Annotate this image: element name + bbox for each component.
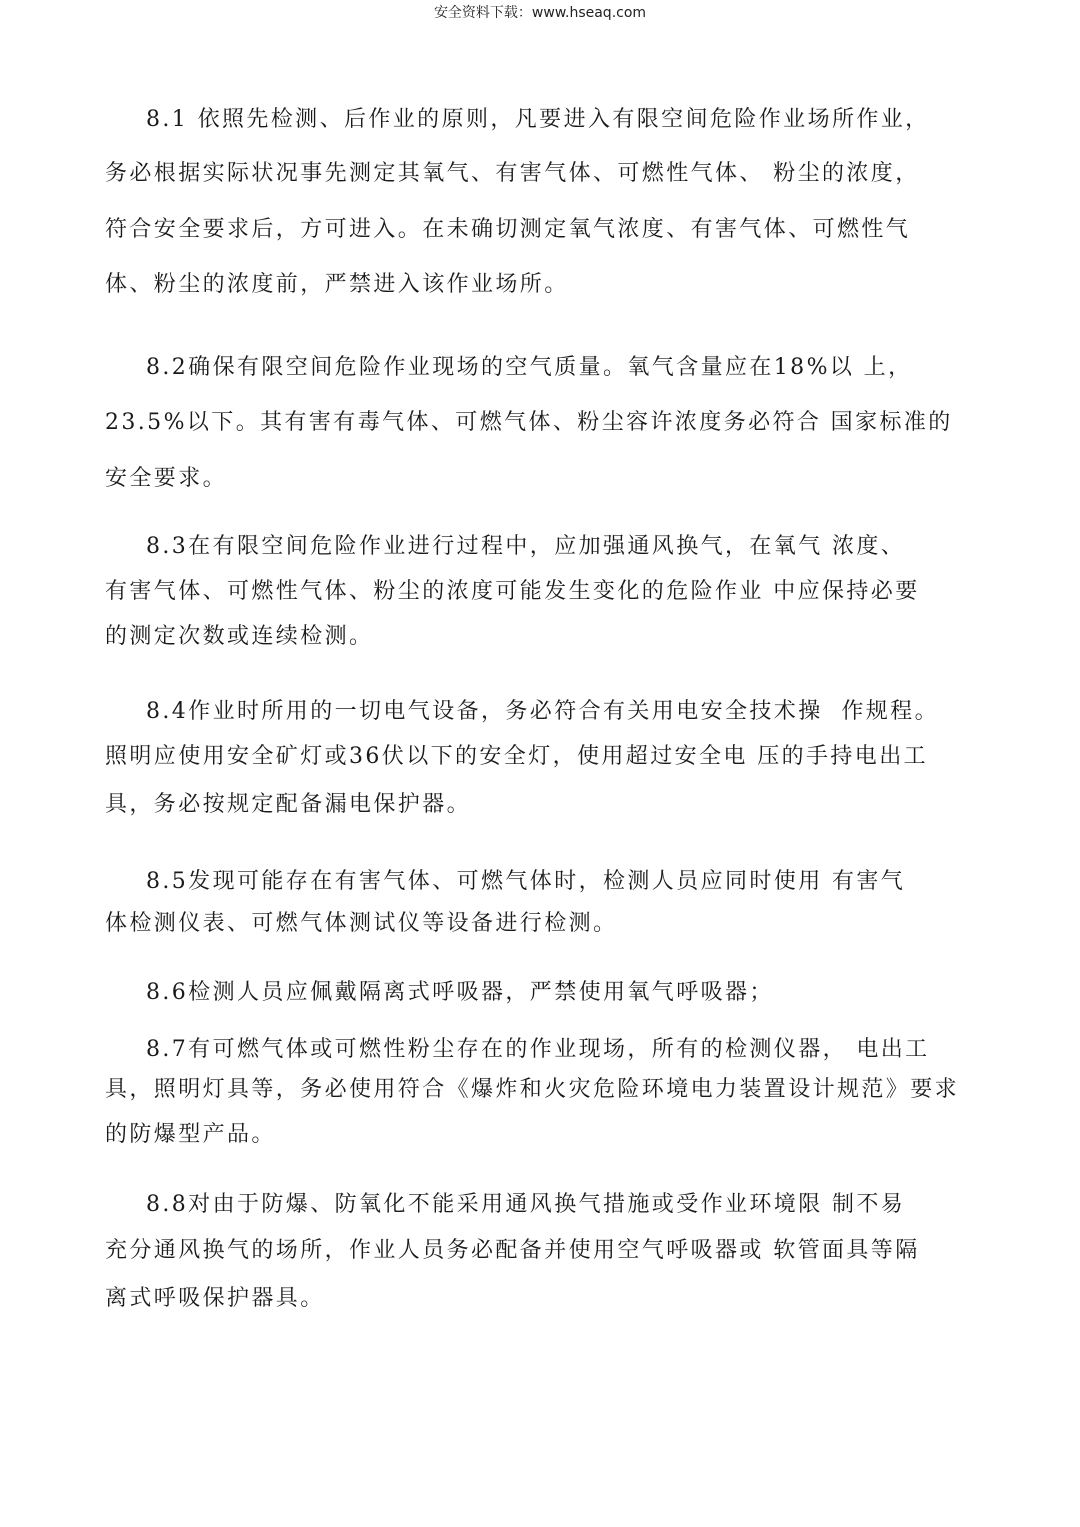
paragraph-line: 具，务必按规定配备漏电保护器。 xyxy=(105,792,472,817)
paragraph-line: 务必根据实际状况事先测定其氧气、有害气体、可燃性气体、 粉尘的浓度， xyxy=(105,161,920,186)
paragraph-line: 离式呼吸保护器具。 xyxy=(105,1286,325,1311)
paragraph-line: 体、粉尘的浓度前，严禁进入该作业场所。 xyxy=(105,272,569,297)
paragraph-line: 照明应使用安全矿灯或36伏以下的安全灯，使用超过安全电 压的手持电出工 xyxy=(105,744,928,769)
paragraph-line: 符合安全要求后，方可进入。在未确切测定氧气浓度、有害气体、可燃性气 xyxy=(105,217,911,242)
paragraph-line: 8.4作业时所用的一切电气设备，务必符合有关用电安全技术操 作规程。 xyxy=(146,699,939,724)
paragraph-line: 有害气体、可燃性气体、粉尘的浓度可能发生变化的危险作业 中应保持必要 xyxy=(105,579,920,604)
paragraph-line: 具，照明灯具等，务必使用符合《爆炸和火灾危险环境电力装置设计规范》要求 xyxy=(105,1077,960,1102)
paragraph-line: 充分通风换气的场所，作业人员务必配备并使用空气呼吸器或 软管面具等隔 xyxy=(105,1238,920,1263)
paragraph-line: 的测定次数或连续检测。 xyxy=(105,624,374,649)
paragraph-line: 23.5%以下。其有害有毒气体、可燃气体、粉尘容许浓度务必符合 国家标准的 xyxy=(105,410,953,435)
paragraph-line: 8.2确保有限空间危险作业现场的空气质量。氧气含量应在18%以 上， xyxy=(146,355,913,380)
paragraph-line: 8.1 依照先检测、后作业的原则，凡要进入有限空间危险作业场所作业， xyxy=(146,107,930,132)
paragraph-line: 8.7有可燃气体或可燃性粉尘存在的作业现场，所有的检测仪器， 电出工 xyxy=(146,1037,930,1062)
paragraph-line: 的防爆型产品。 xyxy=(105,1122,276,1147)
paragraph-line: 8.8对由于防爆、防氧化不能采用通风换气措施或受作业环境限 制不易 xyxy=(146,1192,906,1217)
paragraph-line: 体检测仪表、可燃气体测试仪等设备进行检测。 xyxy=(105,911,618,936)
paragraph-line: 8.6检测人员应佩戴隔离式呼吸器，严禁使用氧气呼吸器； xyxy=(146,980,774,1005)
page-header: 安全资料下载：www.hseaq.com xyxy=(433,5,647,21)
paragraph-line: 8.3在有限空间危险作业进行过程中，应加强通风换气，在氧气 浓度、 xyxy=(146,534,906,559)
paragraph-line: 安全要求。 xyxy=(105,466,228,491)
paragraph-line: 8.5发现可能存在有害气体、可燃气体时，检测人员应同时使用 有害气 xyxy=(146,869,906,894)
